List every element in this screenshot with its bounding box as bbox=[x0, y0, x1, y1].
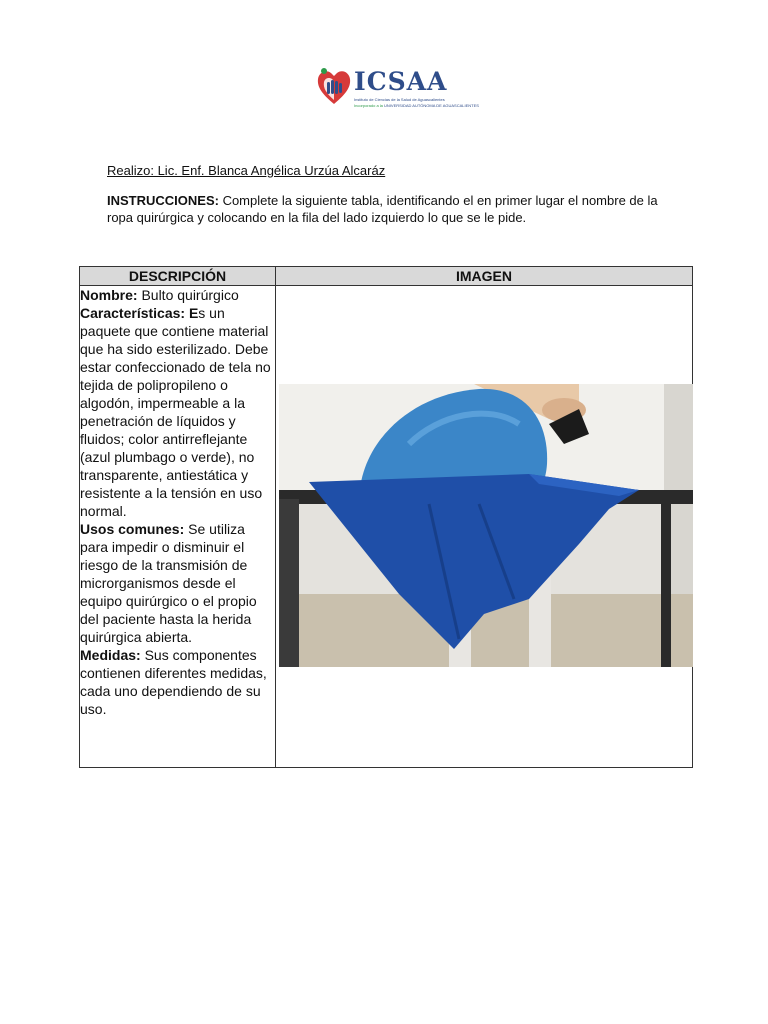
medidas-label: Medidas: bbox=[80, 647, 141, 663]
table-row bbox=[80, 286, 693, 768]
instructions bbox=[107, 192, 679, 226]
usos-label: Usos comunes: bbox=[80, 521, 185, 537]
heart-hands-icon bbox=[316, 66, 352, 108]
icsaa-logo bbox=[316, 66, 479, 110]
header-descripcion: DESCRIPCIÓN bbox=[80, 267, 276, 286]
logo-subtitle: Instituto de Ciencias de la Salud de Aguascalientes bbox=[354, 97, 445, 102]
surgical-clothing-table bbox=[79, 266, 693, 768]
logo-affiliation-institution: UNIVERSIDAD AUTÓNOMA DE AGUASCALIENTES bbox=[384, 103, 479, 108]
author-line: Realizo: Lic. Enf. Blanca Angélica Urzúa Alcaráz bbox=[107, 163, 386, 178]
image-cell bbox=[276, 286, 693, 768]
surgical-bundle-photo bbox=[279, 384, 693, 667]
nombre-value: Bulto quirúrgico bbox=[137, 287, 239, 303]
header-imagen: IMAGEN bbox=[276, 267, 693, 286]
caracteristicas-value: s un paquete que contiene material que ha sido esterilizado. Debe estar confeccionado de tela no tejida de polipropileno o algodón, impermeable a la penetración de líquidos y fluidos; color antirreflejante (azul plumbago o verde), no transparente, antiestática y resistente a la tensión en uso normal. bbox=[80, 305, 271, 519]
medidas-value: Sus componentes contienen diferentes medidas, cada uno dependiendo de su uso. bbox=[80, 647, 267, 717]
logo-wordmark: ICSAA bbox=[354, 67, 448, 96]
table-header-row bbox=[80, 267, 693, 286]
usos-value: Se utiliza para impedir o disminuir el riesgo de la transmisión de microrganismos desde el equipo quirúrgico o el propio del paciente hasta la herida quirúrgica abierta. bbox=[80, 521, 257, 645]
nombre-label: Nombre: bbox=[80, 287, 138, 303]
caracteristicas-label: Características: E bbox=[80, 305, 199, 321]
description-cell bbox=[80, 286, 276, 768]
logo-affiliation bbox=[354, 103, 479, 108]
logo-affiliation-prefix: Incorporado a la bbox=[354, 103, 383, 108]
instructions-label: INSTRUCCIONES: bbox=[107, 193, 219, 208]
instructions-text: Complete la siguiente tabla, identificando el en primer lugar el nombre de la ropa quirúrgica y colocando en la fila del lado izquierdo lo que se le pide. bbox=[107, 193, 658, 225]
